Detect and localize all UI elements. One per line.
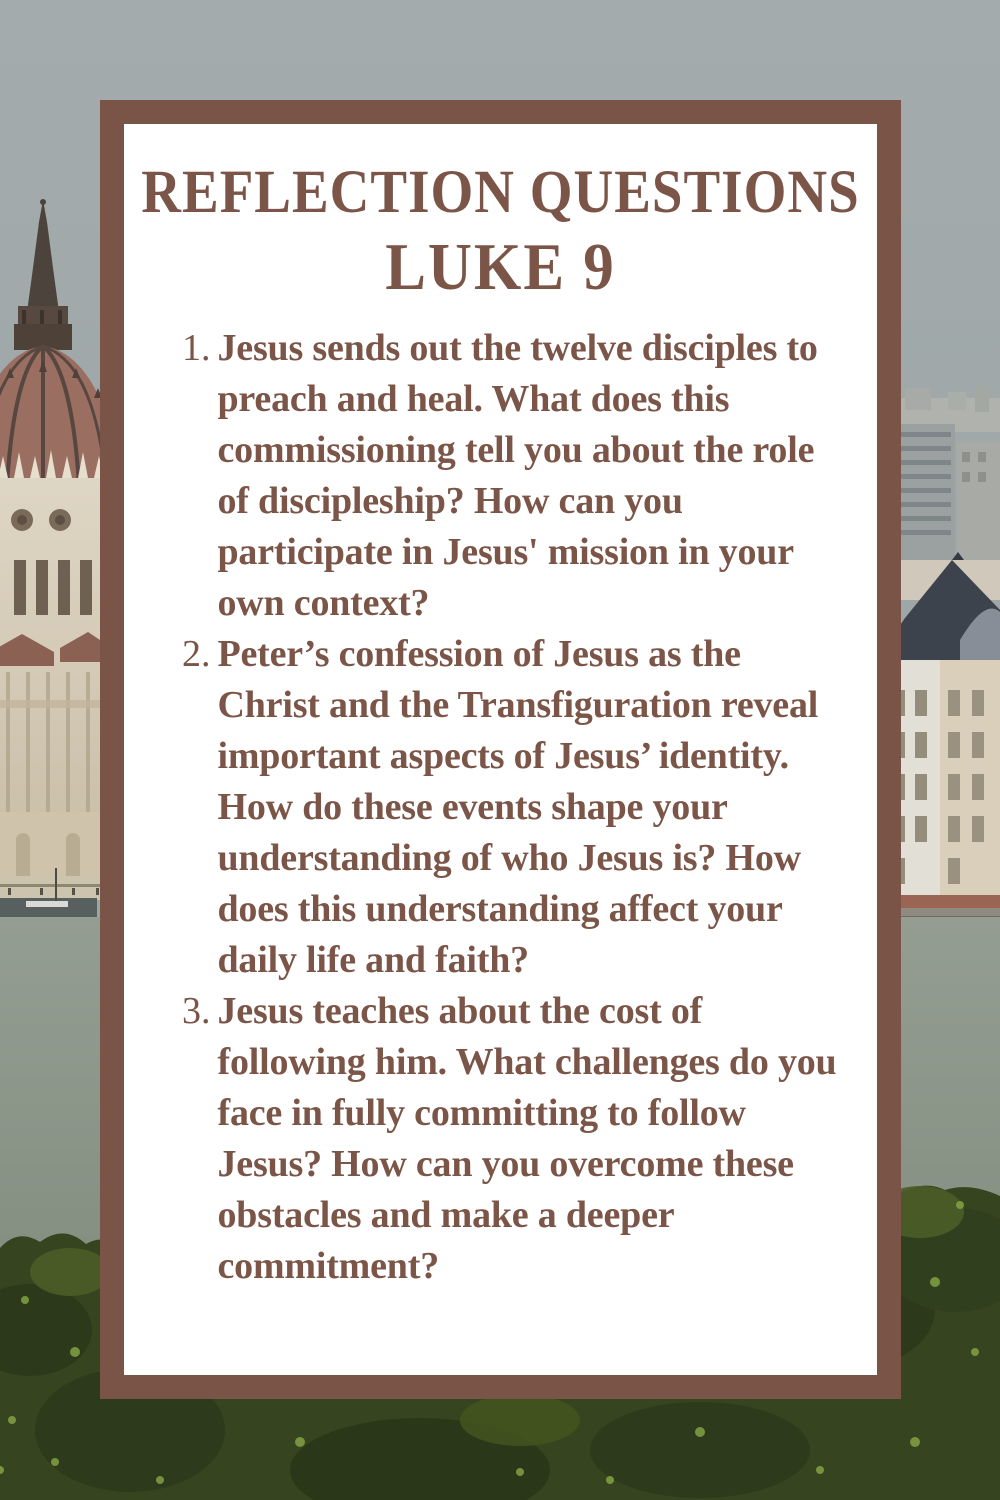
question-list [124,323,877,1292]
question-item-2 [182,629,841,986]
card-title: REFLECTION QUESTIONS [141,156,860,226]
question-text: Jesus teaches about the cost of following him. What challenges do you face in fully committing to follow Jesus? How can you overcome these obstacles and make a deeper commitment? [217,990,837,1288]
question-number: 1. [182,327,211,370]
question-number: 3. [182,990,211,1033]
question-number: 2. [182,633,211,676]
question-item-3 [182,986,841,1292]
question-text: Jesus sends out the twelve disciples to preach and heal. What does this commissioning tell you about the role of discipleship? How can you participate in Jesus' mission in your own context? [217,327,818,625]
card-subtitle: LUKE 9 [385,231,616,305]
question-card [100,100,901,1399]
question-text: Peter’s confession of Jesus as the Christ and the Transfiguration reveal important aspects of Jesus’ identity. How do these events shape your understanding of who Jesus is? How does this understanding affect your daily life and faith? [217,633,819,982]
question-item-1 [182,323,841,629]
